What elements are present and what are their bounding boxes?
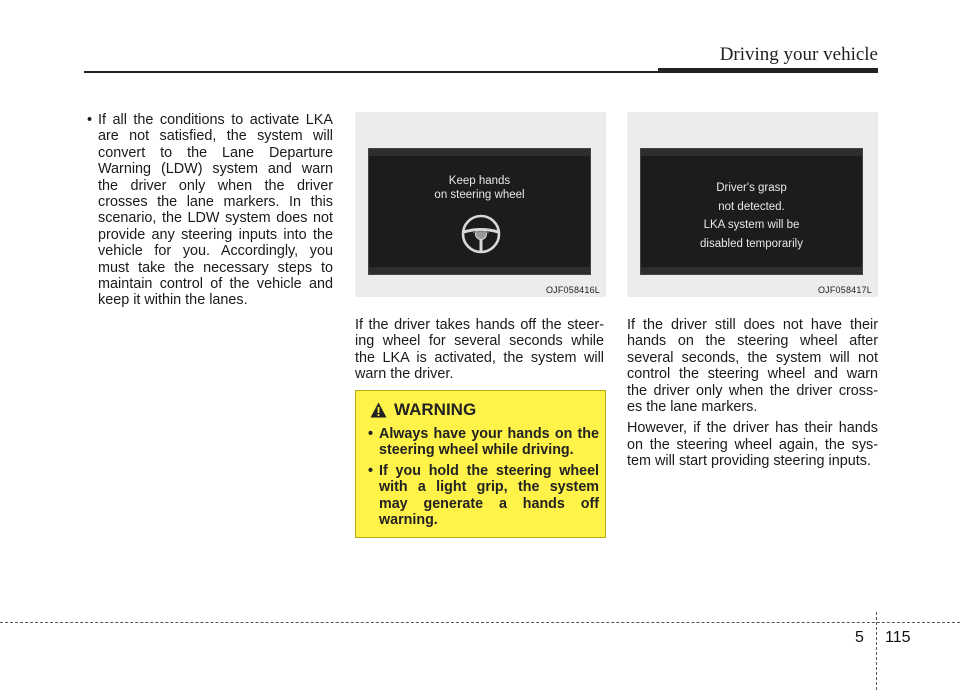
warning-item: • If you hold the steering wheel with a light grip, the system may generate a hands off warning. (365, 463, 599, 529)
section-number: 5 (855, 629, 864, 646)
hands-returned-paragraph: However, if the driver has their hands on the steering wheel again, the sys-tem will start providing steering inputs. (627, 420, 878, 470)
figure-keep-hands (355, 112, 606, 297)
warning-triangle-icon (370, 402, 387, 418)
cluster-display (368, 148, 591, 275)
no-hands-paragraph: If the driver still does not have their hands on the steering wheel after several seconds, the system will not control the steering wheel and warn the driver only when the driver cross-es the lane markers. (627, 317, 878, 416)
warning-item: • Always have your hands on the steering wheel while driving. (365, 426, 599, 459)
hands-off-paragraph: If the driver takes hands off the steer-ing wheel for several seconds while the LKA is activated, the system will warn the driver. (355, 317, 604, 383)
left-column (84, 112, 333, 309)
figure-grasp-not-detected (627, 112, 878, 297)
section-header-title: Driving your vehicle (719, 44, 878, 65)
steering-wheel-icon (460, 213, 502, 255)
display-message: Driver's grasp not detected. LKA system will be disabled temporarily (700, 182, 803, 250)
footer-divider (876, 612, 877, 690)
warning-box (355, 390, 606, 538)
header-rule-accent (658, 68, 878, 73)
warning-title: WARNING (394, 400, 477, 419)
display-message: Keep hands on steering wheel (434, 175, 525, 201)
lka-conditions-bullet: • If all the conditions to activate LKA are not satisfied, the system will convert to the Lane Departure Warning (LDW) system and warn the driver only when the driver crosses the lane markers. In this scenario, the LDW system does not provide any steering inputs into the vehicle for you. Accordingly, you must take the necessary steps to maintain control of the vehicle and keep it within the lanes. (84, 112, 333, 309)
figure-code: OJF058416L (545, 285, 600, 295)
header-rule (84, 71, 658, 73)
right-column-text (627, 317, 878, 470)
cluster-display (640, 148, 863, 275)
footer-rule (0, 622, 960, 623)
middle-column-text (355, 317, 604, 383)
figure-code: OJF058417L (817, 285, 872, 295)
page-number: 115 (885, 629, 911, 646)
